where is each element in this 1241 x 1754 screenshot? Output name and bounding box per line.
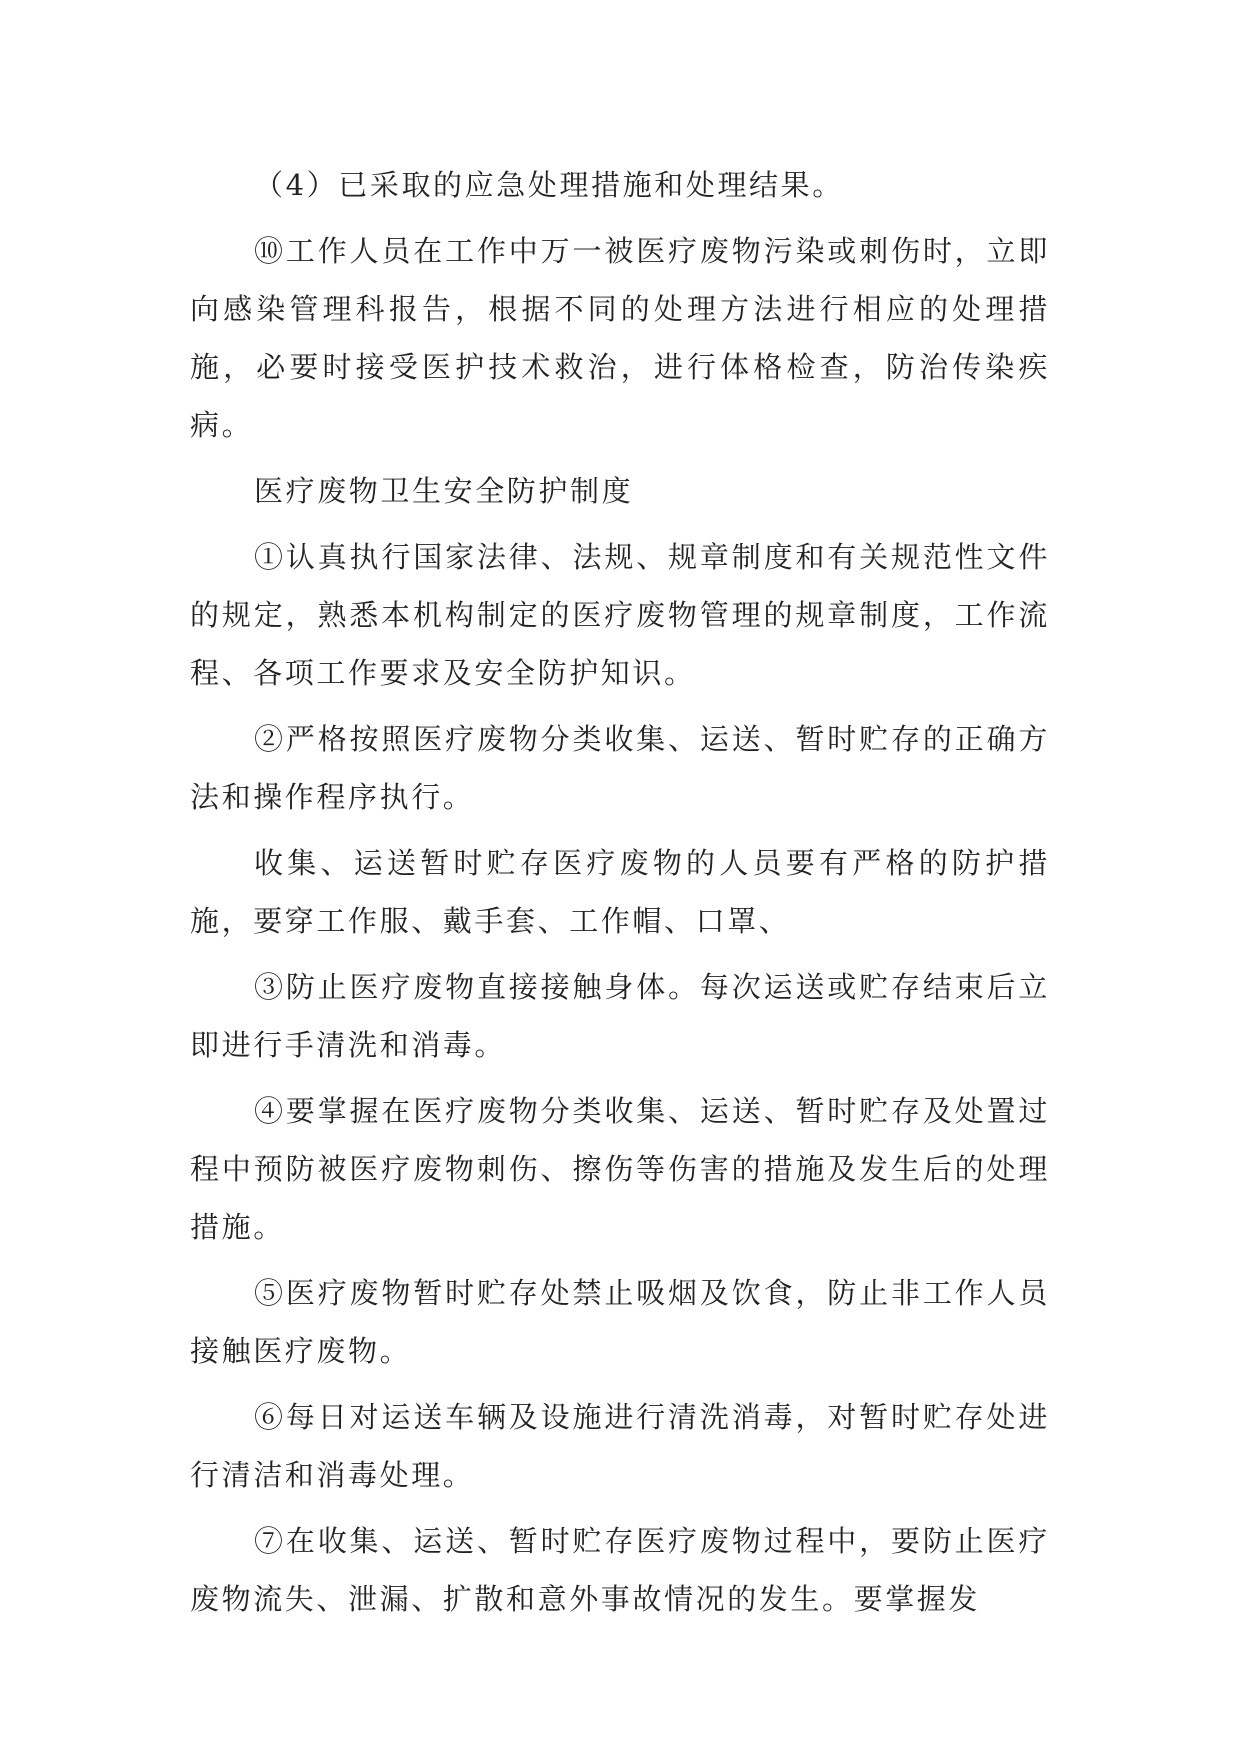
paragraph-item-4: ④要掌握在医疗废物分类收集、运送、暂时贮存及处置过程中预防被医疗废物刺伤、擦伤等伤害的措施及发生后的处理措施。 (190, 1094, 1050, 1244)
section-heading: 医疗废物卫生安全防护制度 (254, 474, 634, 508)
paragraph-item-1: ①认真执行国家法律、法规、规章制度和有关规范性文件的规定，熟悉本机构制定的医疗废物管理的规章制度，工作流程、各项工作要求及安全防护知识。 (190, 540, 1050, 690)
paragraph-item-2: ②严格按照医疗废物分类收集、运送、暂时贮存的正确方法和操作程序执行。 (190, 722, 1050, 814)
paragraph-emergency-measures: （4）已采取的应急处理措施和处理结果。 (254, 168, 844, 202)
paragraph-item-3: ③防止医疗废物直接接触身体。每次运送或贮存结束后立即进行手清洗和消毒。 (190, 970, 1050, 1062)
paragraph-item-6: ⑥每日对运送车辆及设施进行清洗消毒，对暂时贮存处进行清洁和消毒处理。 (190, 1400, 1050, 1492)
paragraph-item-5: ⑤医疗废物暂时贮存处禁止吸烟及饮食，防止非工作人员接触医疗废物。 (190, 1276, 1050, 1368)
paragraph-item-10: ⑩工作人员在工作中万一被医疗废物污染或刺伤时，立即向感染管理科报告，根据不同的处理方法进行相应的处理措施，必要时接受医护技术救治，进行体格检查，防治传染疾病。 (190, 234, 1050, 442)
document-body (190, 156, 1050, 1636)
paragraph-item-7: ⑦在收集、运送、暂时贮存医疗废物过程中，要防止医疗废物流失、泄漏、扩散和意外事故情况的发生。要掌握发 (190, 1524, 1050, 1616)
paragraph-protection: 收集、运送暂时贮存医疗废物的人员要有严格的防护措施，要穿工作服、戴手套、工作帽、口罩、 (190, 846, 1050, 938)
